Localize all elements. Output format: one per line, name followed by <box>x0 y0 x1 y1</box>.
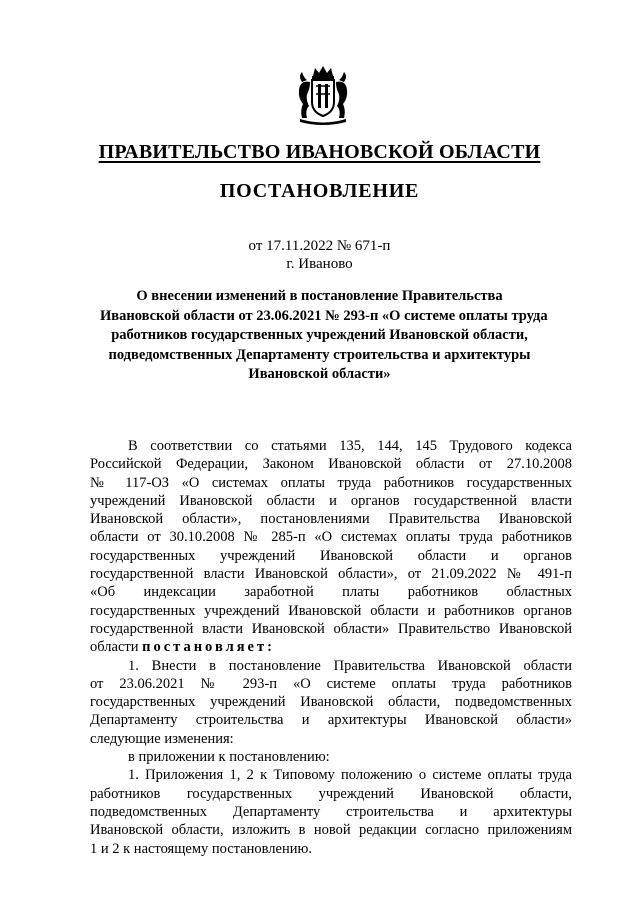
body-line: от 23.06.2021 № 293-п «О системе оплаты труда работников <box>90 675 572 692</box>
government-title: ПРАВИТЕЛЬСТВО ИВАНОВСКОЙ ОБЛАСТИ <box>98 141 541 163</box>
body-line: области от 30.10.2008 № 285-п «О системах оплаты труда работников <box>90 529 572 546</box>
body-line: 1. Внести в постановление Правительства Ивановской области <box>128 657 572 674</box>
document-city: г. Иваново <box>286 256 353 272</box>
body-line: в приложении к постановлению: <box>128 749 330 766</box>
body-line: Ивановской области, изложить в новой редакции согласно приложениям <box>90 822 572 839</box>
body-line: «Об индексации заработной платы работников областных <box>90 584 572 601</box>
coat-of-arms-icon <box>294 64 352 126</box>
body-line: государственных учреждений Ивановской области, подведомственных <box>90 694 572 711</box>
body-line: работников государственных учреждений Ивановской области, <box>90 785 572 802</box>
document-type-title: ПОСТАНОВЛЕНИЕ <box>219 180 420 202</box>
subject-line: подведомственных Департаменту строительства и архитектуры <box>108 346 531 363</box>
body-line: Ивановской области», постановлениями Правительства Ивановской <box>90 511 572 528</box>
body-line <box>90 638 572 656</box>
body-line: В соответствии со статьями 135, 144, 145 Трудового кодекса <box>128 438 572 454</box>
subject-line: О внесении изменений в постановление Правительства <box>136 288 503 304</box>
body-line-prefix: области <box>90 639 143 656</box>
subject-line: Ивановской области от 23.06.2021 № 293-п «О системе оплаты труда <box>100 307 548 324</box>
body-line: государственных учреждений Ивановской области и работников органов <box>90 602 572 619</box>
body-line: следующие изменения: <box>90 730 234 747</box>
body-line: подведомственных Департаменту строительства и архитектуры <box>90 803 572 820</box>
body-line: 1. Приложения 1, 2 к Типовому положению о системе оплаты труда <box>128 767 572 784</box>
body-line: государственных учреждений Ивановской области и органов <box>90 547 572 564</box>
body-line: Российской Федерации, Законом Ивановской области от 27.10.2008 <box>90 456 572 473</box>
body-line: государственной власти Ивановской области» Правительство Ивановской <box>90 620 572 637</box>
subject-line: работников государственных учреждений Ивановской области, <box>111 327 528 343</box>
body-line: государственной власти Ивановской области», от 21.09.2022 № 491-п <box>90 566 572 583</box>
body-line: 1 и 2 к настоящему постановлению. <box>90 840 312 857</box>
document-body <box>90 437 572 858</box>
body-line: № 117-ОЗ «О системах оплаты труда работников государственных <box>90 474 572 491</box>
document-date-number: от 17.11.2022 № 671-п <box>248 238 391 254</box>
document-subject <box>100 287 548 385</box>
subject-line: Ивановской области» <box>248 366 391 382</box>
body-line: учреждений Ивановской области и органов государственной власти <box>90 492 572 509</box>
resolution-word: постановляет: <box>142 639 275 656</box>
body-line: Департаменту строительства и архитектуры Ивановской области» <box>90 712 572 729</box>
